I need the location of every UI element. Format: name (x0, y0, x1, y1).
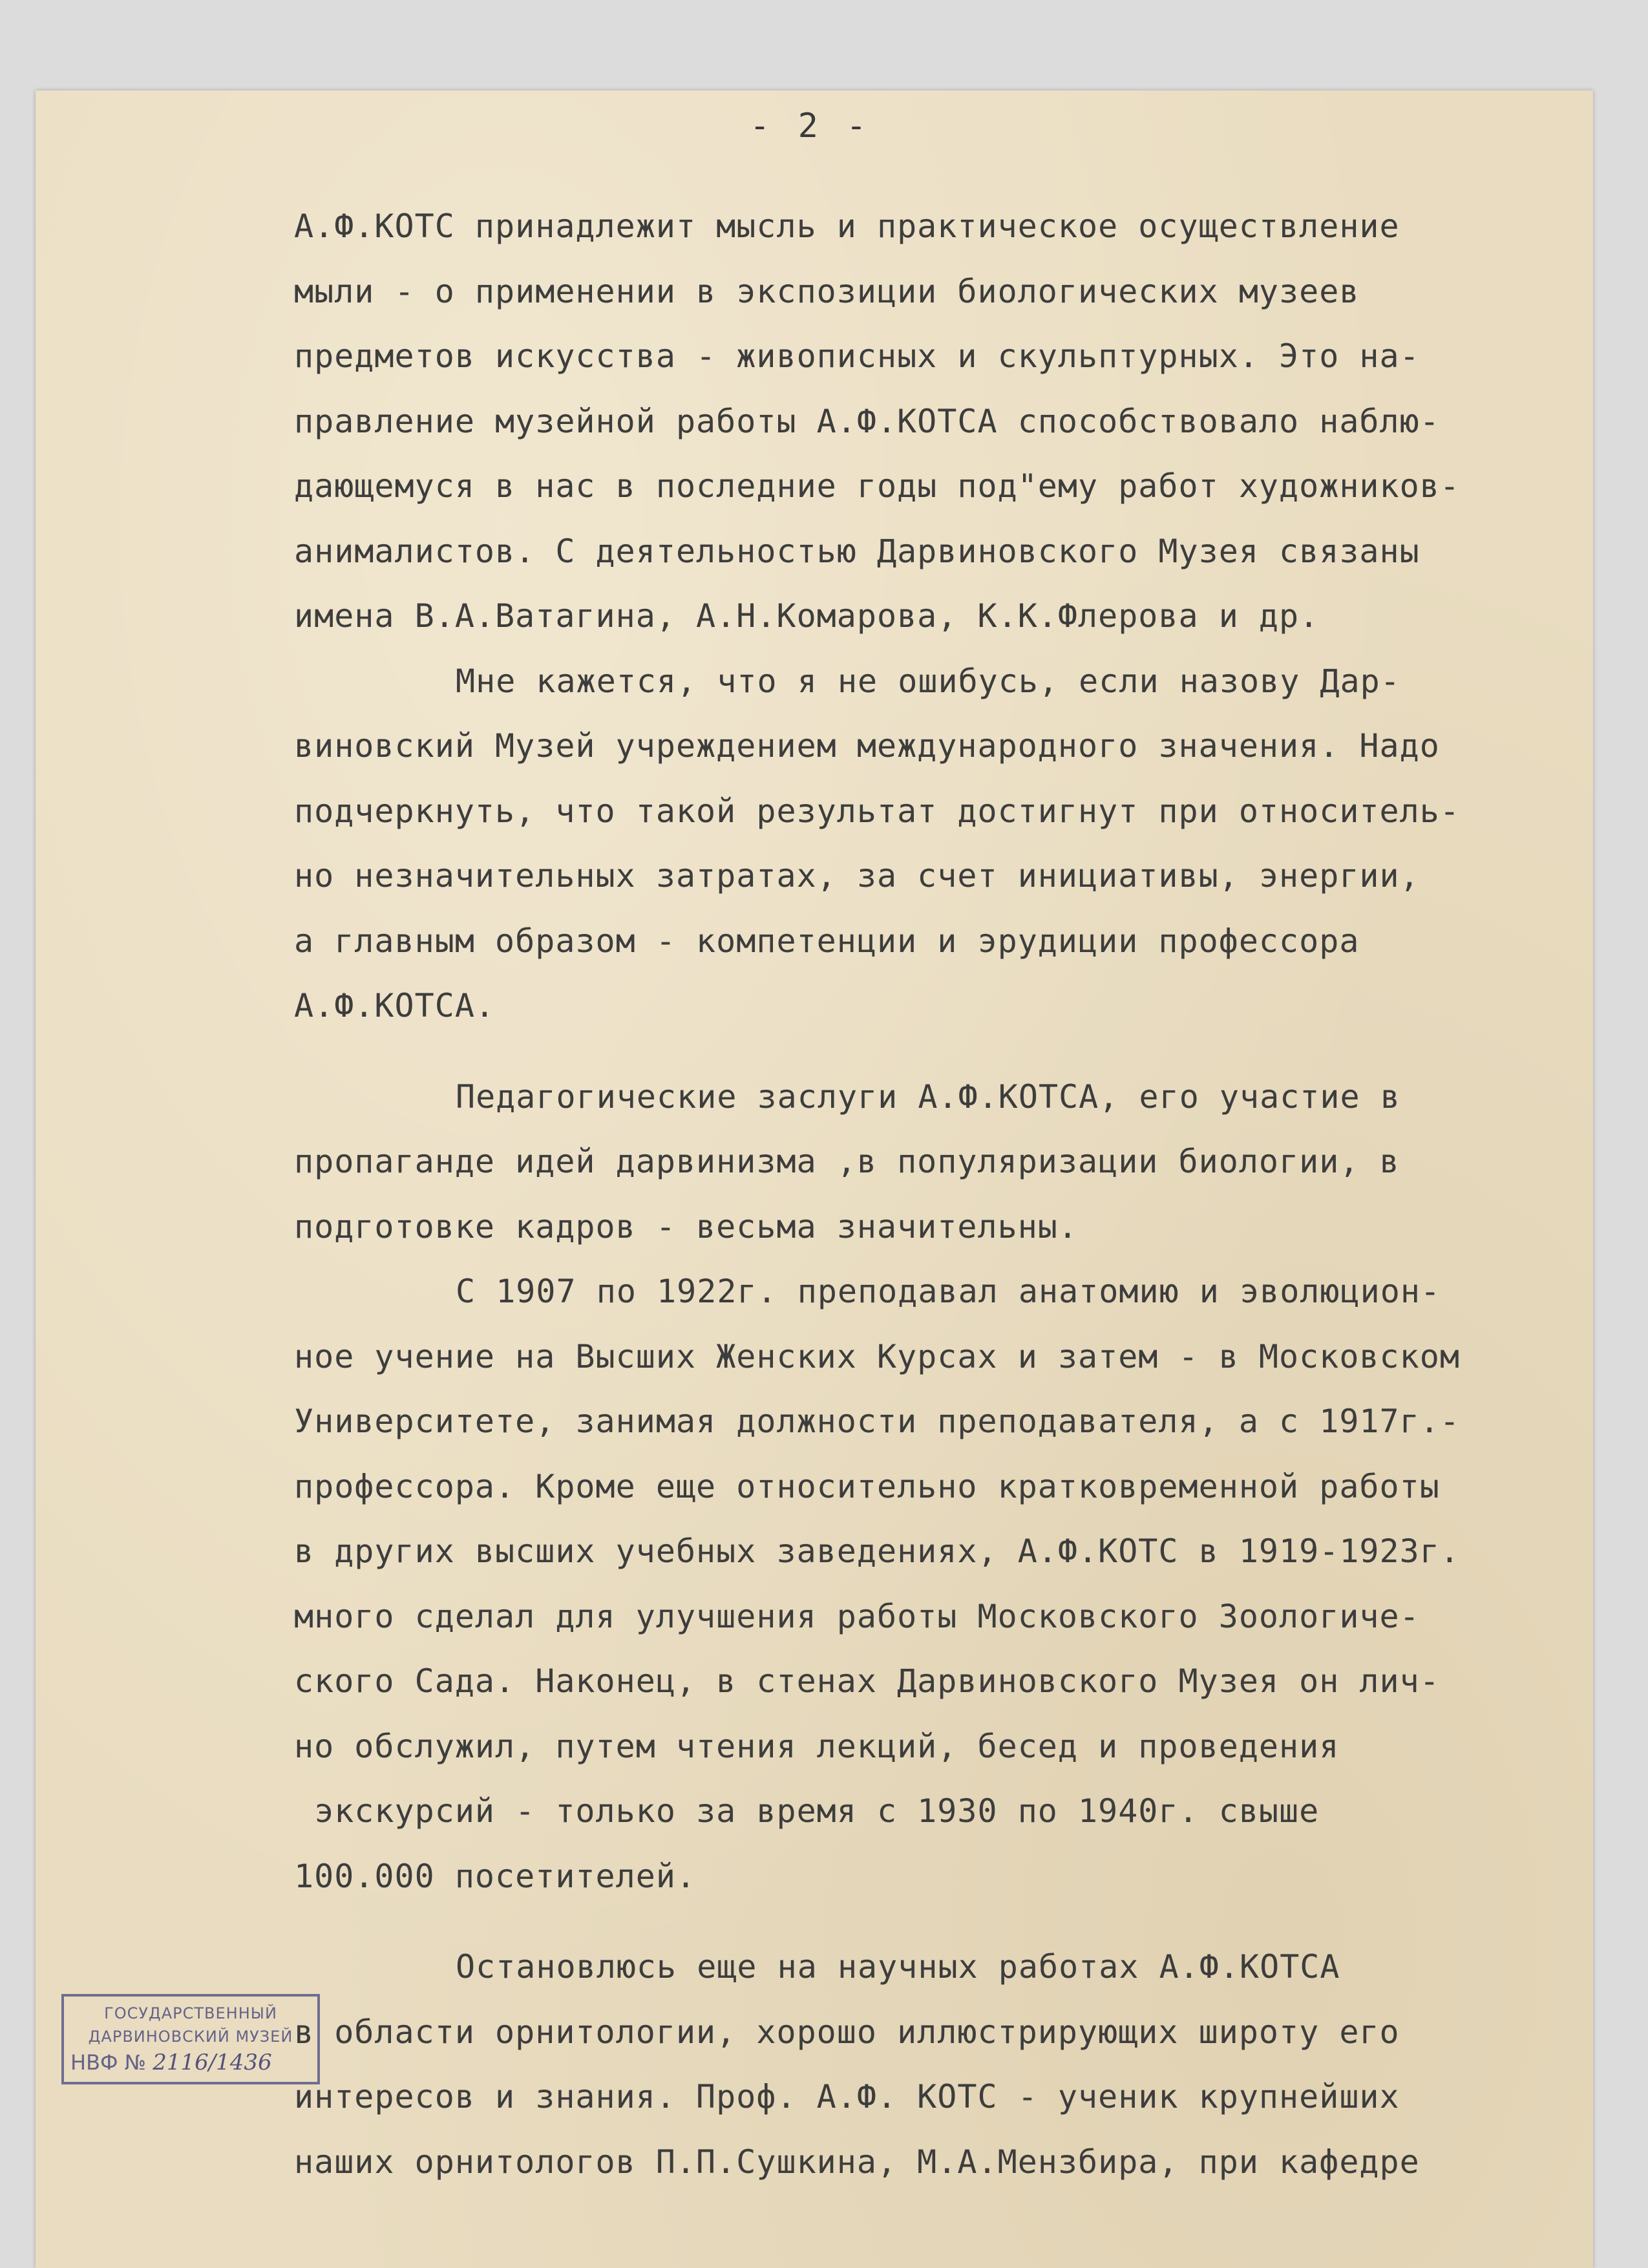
text-line: Университете, занимая должности преподавателя, а с 1917г.- (294, 1403, 1460, 1440)
stamp-line-1: ГОСУДАРСТВЕННЫЙ (104, 2004, 277, 2022)
text-line: Остановлюсь еще на научных работах А.Ф.КОТСА (456, 1948, 1340, 1986)
paragraph-gap (294, 1909, 1574, 1934)
stamp-inventory (70, 2048, 311, 2077)
text-line: С 1907 по 1922г. преподавал анатомию и эволюцион- (456, 1273, 1441, 1310)
text-line: предметов искусства - живописных и скульптурных. Это на- (294, 337, 1420, 375)
text-line: ского Сада. Наконец, в стенах Дарвиновского Музея он лич- (294, 1662, 1440, 1700)
text-line: интересов и знания. Проф. А.Ф. КОТС - ученик крупнейших (294, 2078, 1400, 2115)
page-number: - 2 - (750, 107, 871, 145)
text-line: но незначительных затратах, за счет инициативы, энергии, (294, 857, 1420, 895)
text-line: пропаганде идей дарвинизма ,в популяризации биологии, в (294, 1143, 1400, 1180)
text-line: подготовке кадров - весьма значительны. (294, 1207, 1078, 1245)
paragraph-gap (294, 1039, 1574, 1065)
text-line: а главным образом - компетенции и эрудиции профессора (294, 922, 1360, 960)
stamp-inventory-number: 2116/1436 (153, 2050, 272, 2075)
museum-stamp (61, 1994, 320, 2084)
text-line: но обслужил, путем чтения лекций, бесед и проведения (294, 1727, 1340, 1765)
text-line: дающемуся в нас в последние годы под"ему работ художников- (294, 467, 1460, 505)
text-line: правление музейной работы А.Ф.КОТСА способствовало наблю- (294, 402, 1440, 440)
stamp-inventory-prefix: НВФ № (70, 2050, 147, 2075)
text-line: А.Ф.КОТС принадлежит мысль и практическое осуществление (294, 207, 1400, 245)
stamp-line-2: ДАРВИНОВСКИЙ МУЗЕЙ (88, 2028, 293, 2046)
text-line: в области орнитологии, хорошо иллюстрирующих широту его (294, 2013, 1400, 2051)
text-line: виновский Музей учреждением международного значения. Надо (294, 727, 1440, 765)
text-line: Педагогические заслуги А.Ф.КОТСА, его участие в (456, 1077, 1400, 1116)
text-line: подчеркнуть, что такой результат достигнут при относитель- (294, 792, 1460, 830)
text-line: профессора. Кроме еще относительно кратковременной работы (294, 1467, 1440, 1505)
text-line: в других высших учебных заведениях, А.Ф.КОТС в 1919-1923г. (294, 1532, 1460, 1570)
text-line: имена В.А.Ватагина, А.Н.Комарова, К.К.Флерова и др. (294, 597, 1320, 635)
text-line: 100.000 посетителей. (294, 1857, 697, 1895)
text-line: Мне кажется, что я не ошибусь, если назову Дар- (456, 662, 1400, 700)
text-line: экскурсий - только за время с 1930 по 1940г. свыше (294, 1792, 1320, 1830)
document-body (294, 194, 1574, 2194)
text-line: ное учение на Высших Женских Курсах и затем - в Московском (294, 1337, 1460, 1375)
text-line: анималистов. С деятельностью Дарвиновского Музея связаны (294, 532, 1420, 570)
text-line: мыли - о применении в экспозиции биологических музеев (294, 272, 1360, 310)
text-line: много сделал для улучшения работы Московского Зоологиче- (294, 1597, 1420, 1635)
text-line: А.Ф.КОТСА. (294, 987, 496, 1024)
text-line: наших орнитологов П.П.Сушкина, М.А.Мензбира, при кафедре (294, 2143, 1420, 2181)
